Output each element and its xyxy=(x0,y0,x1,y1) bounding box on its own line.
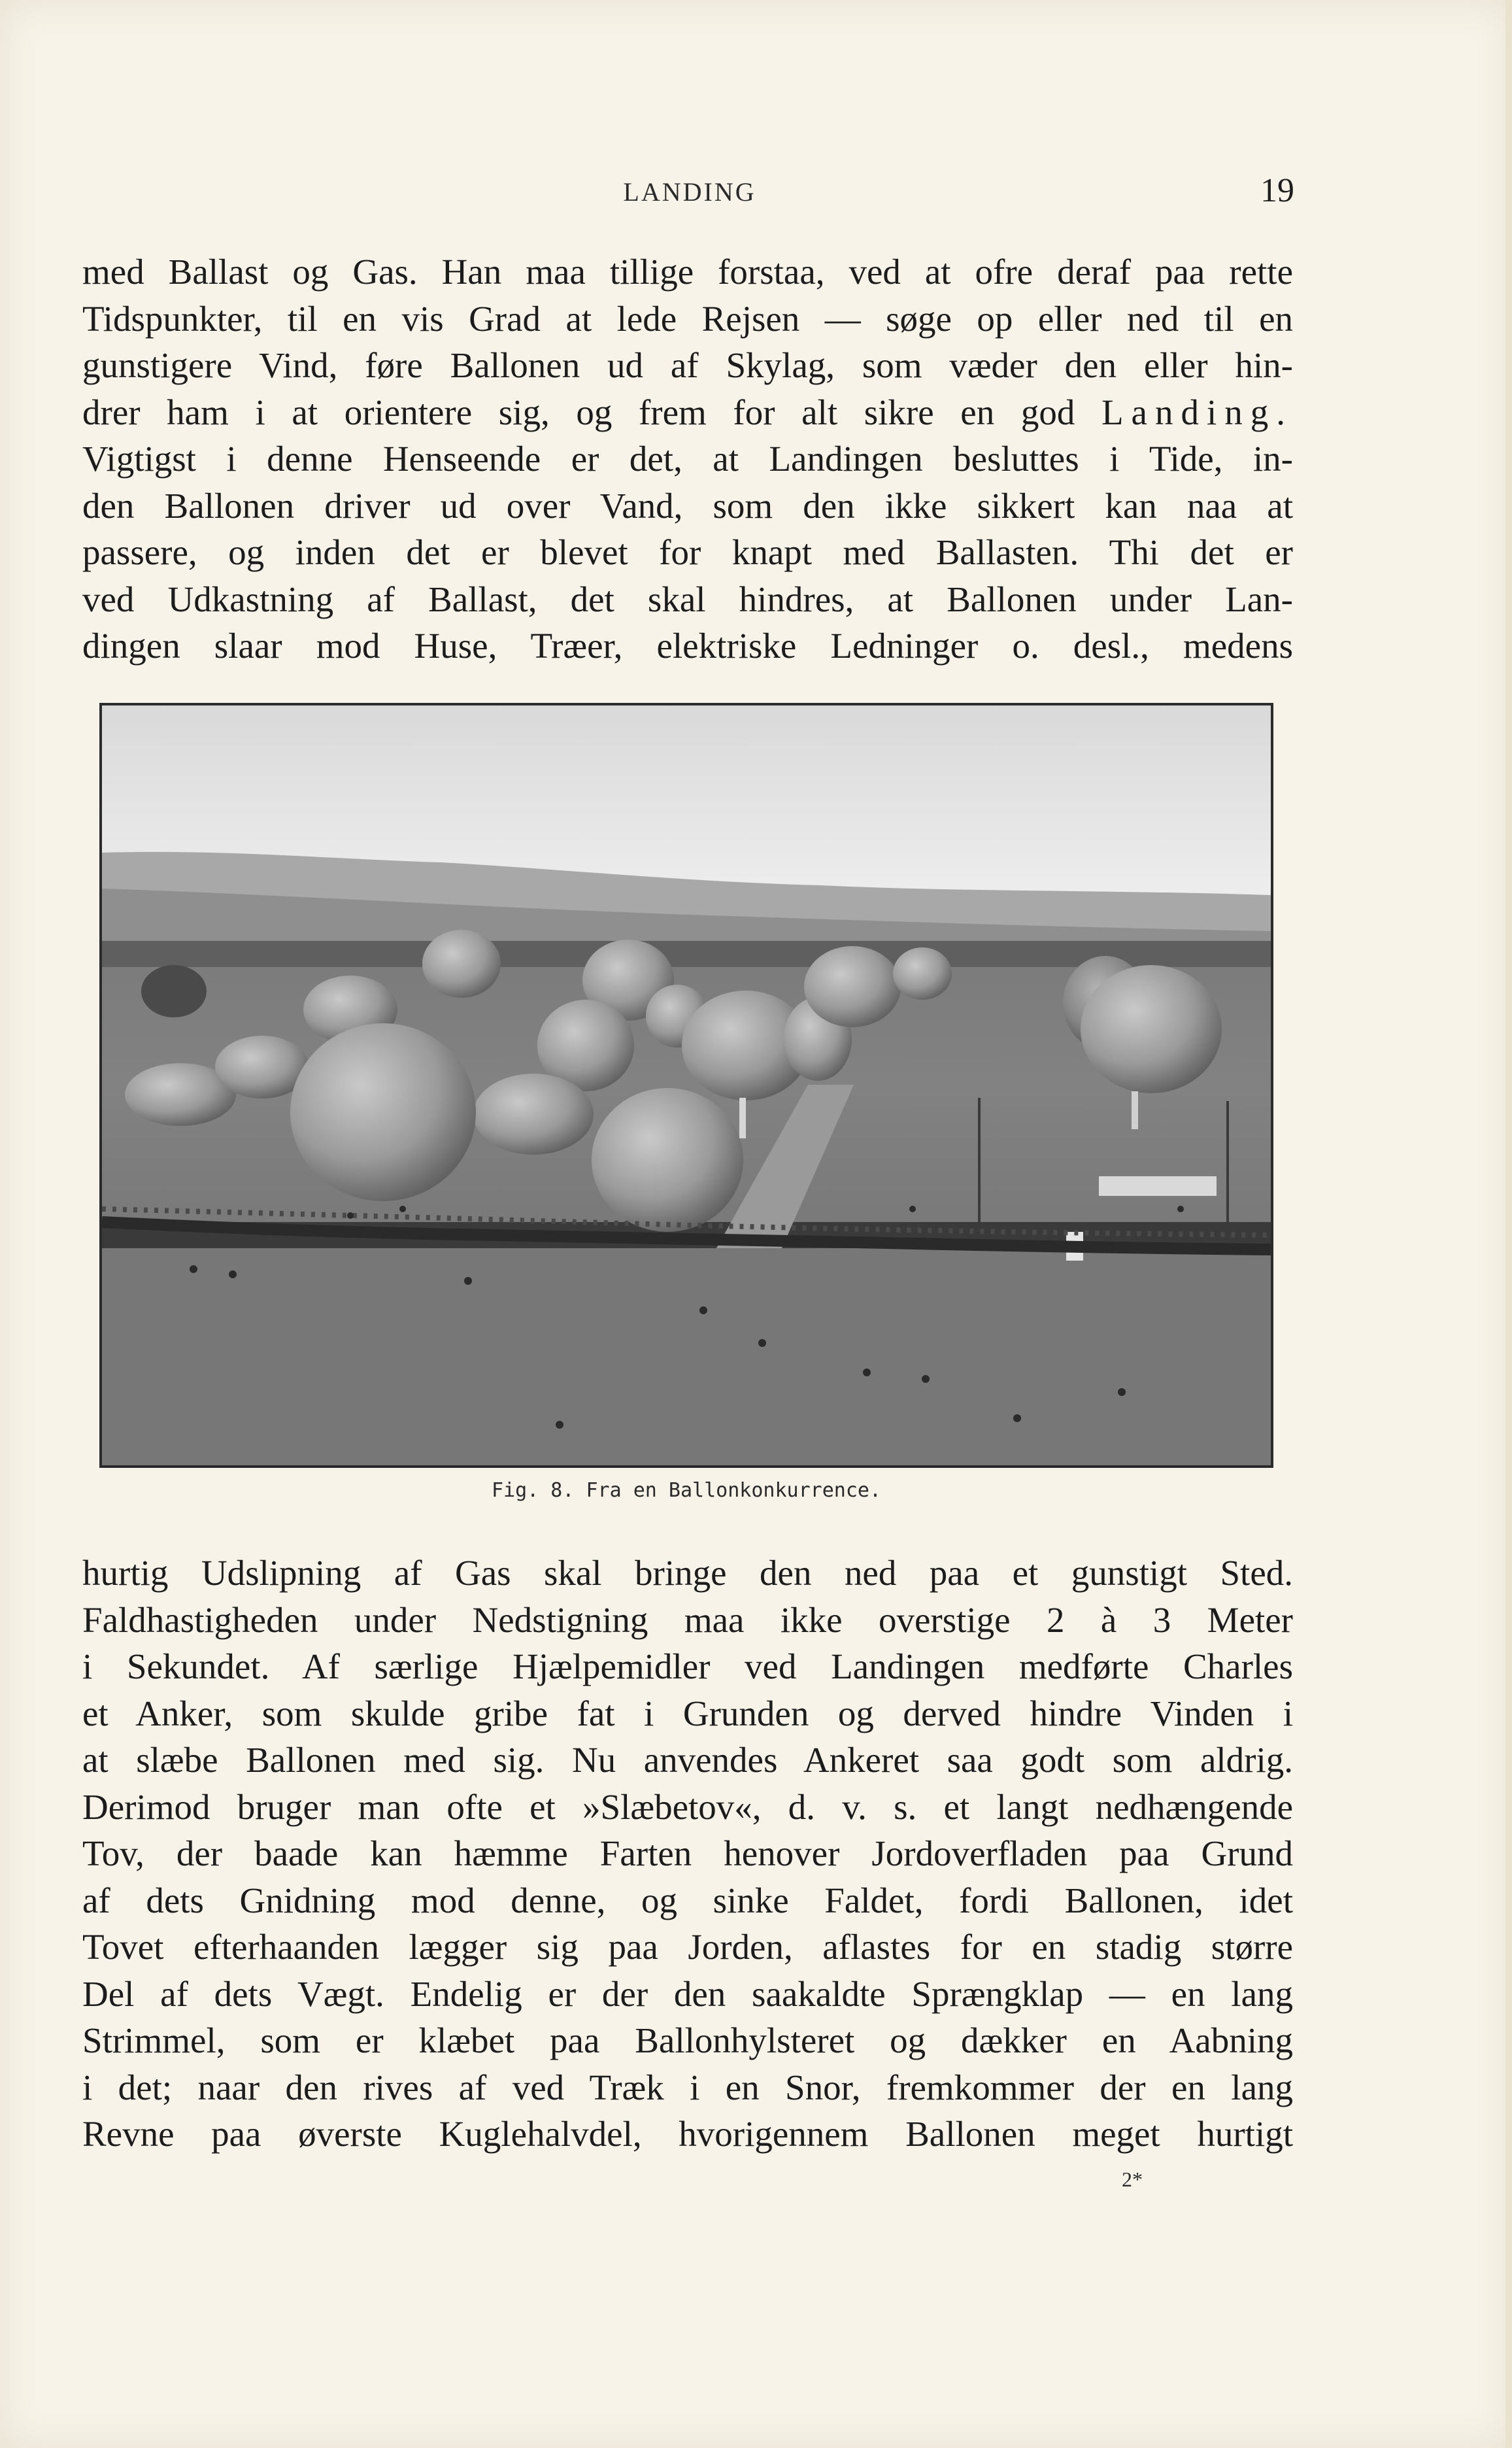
signature-mark: 2* xyxy=(1122,2168,1143,2191)
text-line-part: drer ham i at orientere sig, og frem for alt sikre en god xyxy=(82,392,1075,432)
text-line: Del af dets Vægt. Endelig er der den saakaldte Sprængklap — en lang xyxy=(82,1973,1293,2014)
balloon-field-illustration xyxy=(102,706,1271,1465)
text-line: gunstigere Vind, føre Ballonen ud af Skylag, som væder den eller hin- xyxy=(82,345,1293,385)
text-line: Revne paa øverste Kuglehalvdel, hvorigennem Ballonen meget hurtigt xyxy=(82,2114,1293,2154)
text-line: passere, og inden det er blevet for knapt med Ballasten. Thi det er xyxy=(82,532,1293,572)
page-number: 19 xyxy=(1260,172,1294,209)
text-line: Tovet efterhaanden lægger sig paa Jorden, aflastes for en stadig større xyxy=(82,1927,1293,1967)
text-line: dingen slaar mod Huse, Træer, elektriske Ledninger o. desl., medens xyxy=(82,626,1293,666)
running-title: LANDING xyxy=(623,177,756,207)
text-line-with-spaced-word xyxy=(82,389,1293,436)
balloon-photograph xyxy=(99,703,1273,1468)
text-line: med Ballast og Gas. Han maa tillige forstaa, ved at ofre deraf paa rette xyxy=(82,252,1293,292)
text-line: Strimmel, som er klæbet paa Ballonhylsteret og dækker en Aabning xyxy=(82,2020,1293,2060)
text-line: Vigtigst i denne Henseende er det, at Landingen besluttes i Tide, in- xyxy=(82,439,1293,479)
text-line: Tidspunkter, til en vis Grad at lede Rejsen — søge op eller ned til en xyxy=(82,298,1293,339)
running-head xyxy=(85,171,1294,211)
text-line: et Anker, som skulde gribe fat i Grunden og derved hindre Vinden i xyxy=(82,1693,1293,1733)
text-line: af dets Gnidning mod denne, og sinke Faldet, fordi Ballonen, idet xyxy=(82,1880,1293,1920)
text-line: Tov, der baade kan hæmme Farten henover Jordoverfladen paa Grund xyxy=(82,1833,1293,1873)
page-edge xyxy=(1505,0,1512,2448)
spaced-word: Landing. xyxy=(1101,392,1293,432)
text-line: Faldhastigheden under Nedstigning maa ikke overstige 2 à 3 Meter xyxy=(82,1599,1293,1640)
paragraph-bottom xyxy=(82,1550,1293,2158)
figure-caption: Fig. 8. Fra en Ballonkonkurrence. xyxy=(491,1479,882,1502)
text-line: Derimod bruger man ofte et »Slæbetov«, d. v. s. et langt nedhængende xyxy=(82,1786,1293,1827)
text-line: ved Udkastning af Ballast, det skal hindres, at Ballonen under Lan- xyxy=(82,579,1293,619)
text-line: den Ballonen driver ud over Vand, som den ikke sikkert kan naa at xyxy=(82,485,1293,526)
text-line: at slæbe Ballonen med sig. Nu anvendes Ankeret saa godt som aldrig. xyxy=(82,1740,1293,1780)
paragraph-top xyxy=(82,248,1293,670)
text-line: i Sekundet. Af særlige Hjælpemidler ved Landingen medførte Charles xyxy=(82,1646,1293,1686)
text-line: i det; naar den rives af ved Træk i en Snor, fremkommer der en lang xyxy=(82,2067,1293,2107)
text-line: hurtig Udslipning af Gas skal bringe den ned paa et gunstigt Sted. xyxy=(82,1553,1293,1593)
